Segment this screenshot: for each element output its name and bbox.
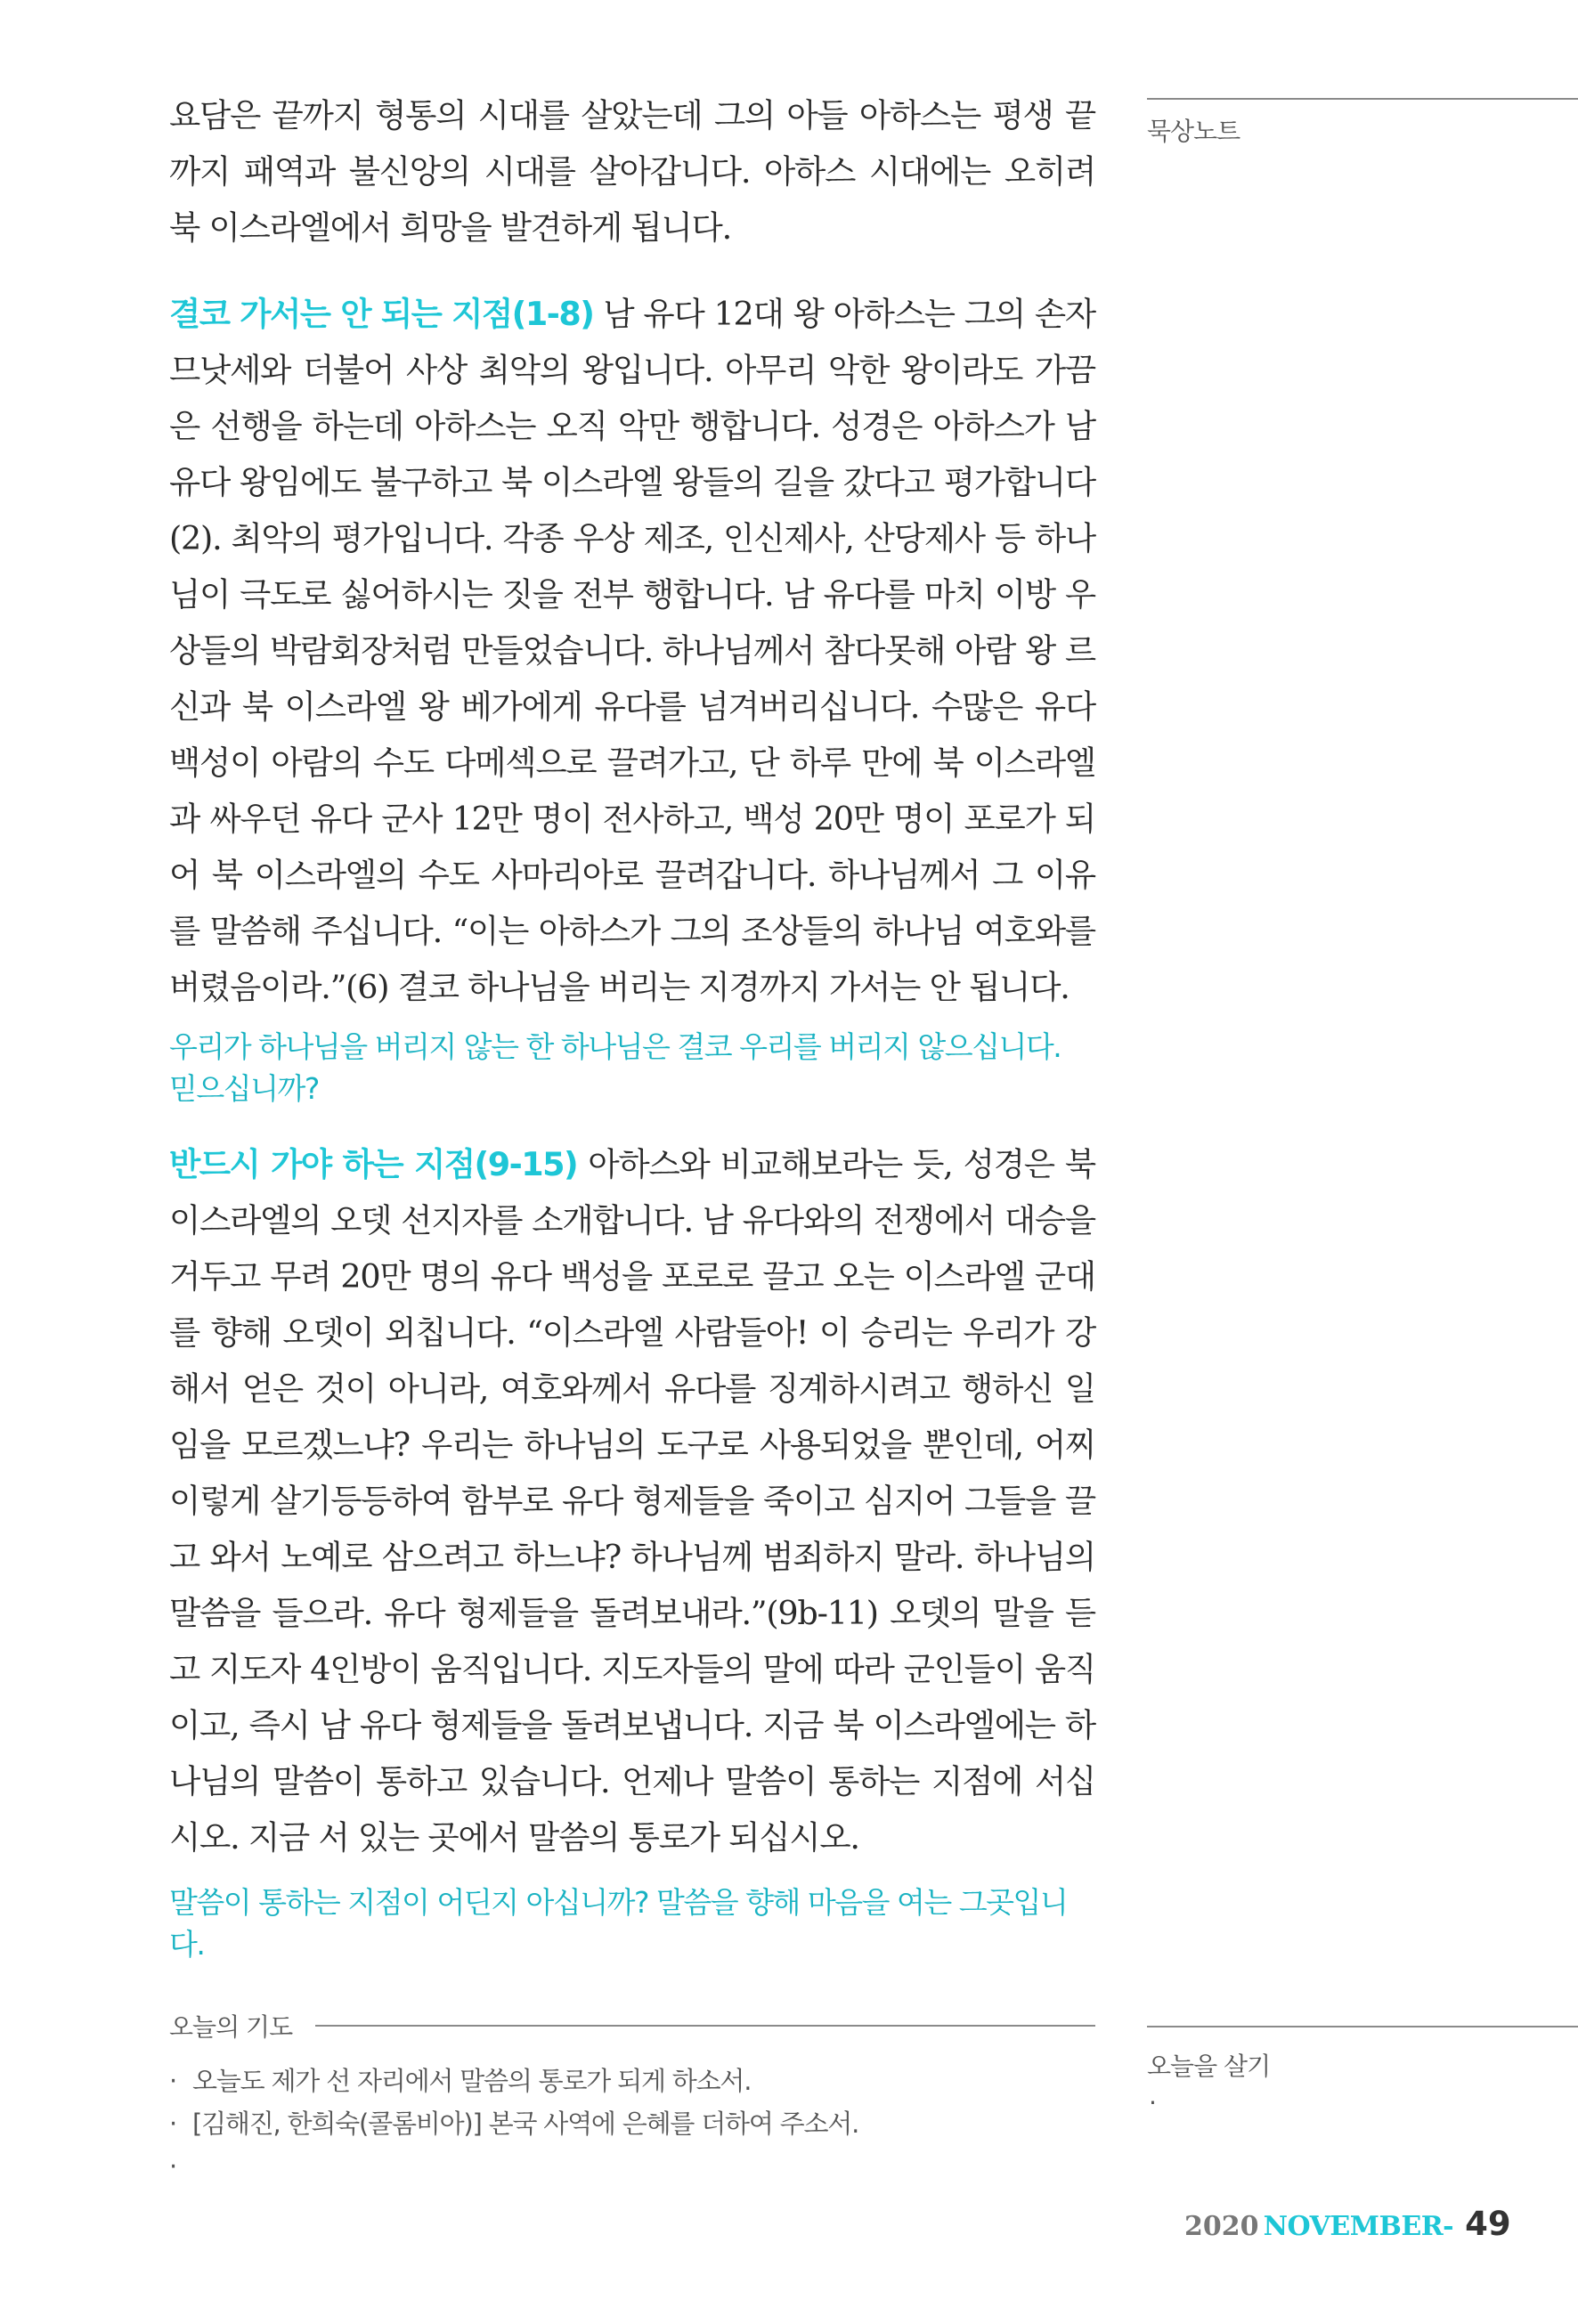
prayer-item: · [김해진, 한희숙(콜롬비아)] 본국 사역에 은혜를 더하여 주소서. xyxy=(169,2102,1095,2145)
section1-question: 우리가 하나님을 버리지 않는 한 하나님은 결코 우리를 버리지 않으십니다. 믿으십니까? xyxy=(169,1029,1061,1106)
prayer-list xyxy=(169,2060,1095,2188)
section2-text: 아하스와 비교해보라는 듯, 성경은 북 이스라엘의 오뎃 선지자를 소개합니다. 남 유다와의 전쟁에서 대승을 거두고 무려 20만 명의 유다 백성을 포로로 끌고 오는 이스라엘 군대를 향해 오뎃이 외칩니다. “이스라엘 사람들아! 이 승리는 우리가 강해서 얻은 것이 아니라, 여호와께서 유다를 징계하시려고 행하신 일임을 모르겠느냐? 우리는 하나님의 도구로 사용되었을 뿐인데, 어찌 이렇게 살기등등하여 함부로 유다 형제들을 죽이고 심지어 그들을 끌고 와서 노예로 삼으려고 하느냐? 하나님께 범죄하지 말라. 하나님의 말씀을 들으라. 유다 형제들을 돌려보내라.”(9b-11) 오뎃의 말을 듣고 지도자 4인방이 움직입니다. 지도자들의 말에 따라 군인들이 움직이고, 즉시 남 유다 형제들을 돌려보냅니다. 지금 북 이스라엘에는 하나님의 말씀이 통하고 있습니다. 언제나 말씀이 통하는 지점에 서십시오. 지금 서 있는 곳에서 말씀의 통로가 되십시오. xyxy=(169,1145,1095,1857)
bullet-icon: · xyxy=(169,2066,177,2096)
intro-paragraph: 요담은 끝까지 형통의 시대를 살았는데 그의 아들 아하스는 평생 끝까지 패역과 불신앙의 시대를 살아갑니다. 아하스 시대에는 오히려 북 이스라엘에서 희망을 발견하게 됩니다. xyxy=(169,96,1095,247)
section2-paragraph xyxy=(169,1136,1095,1865)
footer-month: NOVEMBER- xyxy=(1263,2211,1454,2242)
main-column xyxy=(169,87,1095,1965)
section2-heading: 반드시 가야 하는 지점(9-15) xyxy=(169,1145,578,1183)
prayer-divider xyxy=(315,2025,1095,2027)
prayer-header xyxy=(169,2008,1095,2044)
section2-question: 말씀이 통하는 지점이 어딘지 아십니까? 말씀을 향해 마음을 여는 그곳입니다. xyxy=(169,1885,1068,1962)
meditation-note-panel xyxy=(1147,98,1578,148)
bullet-icon: · xyxy=(169,2109,177,2139)
living-today-panel xyxy=(1147,2026,1578,2117)
section1-paragraph xyxy=(169,286,1095,1015)
footer-year: 2020 xyxy=(1184,2211,1259,2242)
page-number: 49 xyxy=(1465,2205,1511,2243)
prayer-item: · 오늘도 제가 선 자리에서 말씀의 통로가 되게 하소서. xyxy=(169,2060,1095,2102)
page-footer xyxy=(1184,2205,1511,2243)
section1-text: 남 유다 12대 왕 아하스는 그의 손자 므낫세와 더불어 사상 최악의 왕입니다. 아무리 악한 왕이라도 가끔은 선행을 하는데 아하스는 오직 악만 행합니다. 성경은 아하스가 남 유다 왕임에도 불구하고 북 이스라엘 왕들의 길을 갔다고 평가합니다(2). 최악의 평가입니다. 각종 우상 제조, 인신제사, 산당제사 등 하나님이 극도로 싫어하시는 짓을 전부 행합니다. 남 유다를 마치 이방 우상들의 박람회장처럼 만들었습니다. 하나님께서 참다못해 아람 왕 르신과 북 이스라엘 왕 베가에게 유다를 넘겨버리십니다. 수많은 유다 백성이 아람의 수도 다메섹으로 끌려가고, 단 하루 만에 북 이스라엘과 싸우던 유다 군사 12만 명이 전사하고, 백성 20만 명이 포로가 되어 북 이스라엘의 수도 사마리아로 끌려갑니다. 하나님께서 그 이유를 말씀해 주십니다. “이는 아하스가 그의 조상들의 하나님 여호와를 버렸음이라.”(6) 결코 하나님을 버리는 지경까지 가서는 안 됩니다. xyxy=(169,295,1095,1006)
section1-heading: 결코 가서는 안 되는 지점(1-8) xyxy=(169,295,594,333)
bullet-icon: · xyxy=(169,2151,177,2182)
living-today-bullet: · xyxy=(1149,2088,1157,2117)
prayer-title: 오늘의 기도 xyxy=(169,2012,293,2042)
prayer-section xyxy=(169,2008,1095,2188)
living-today-label: 오늘을 살기 xyxy=(1147,2052,1271,2081)
prayer-item xyxy=(169,2145,1095,2188)
meditation-note-label: 묵상노트 xyxy=(1147,117,1240,146)
